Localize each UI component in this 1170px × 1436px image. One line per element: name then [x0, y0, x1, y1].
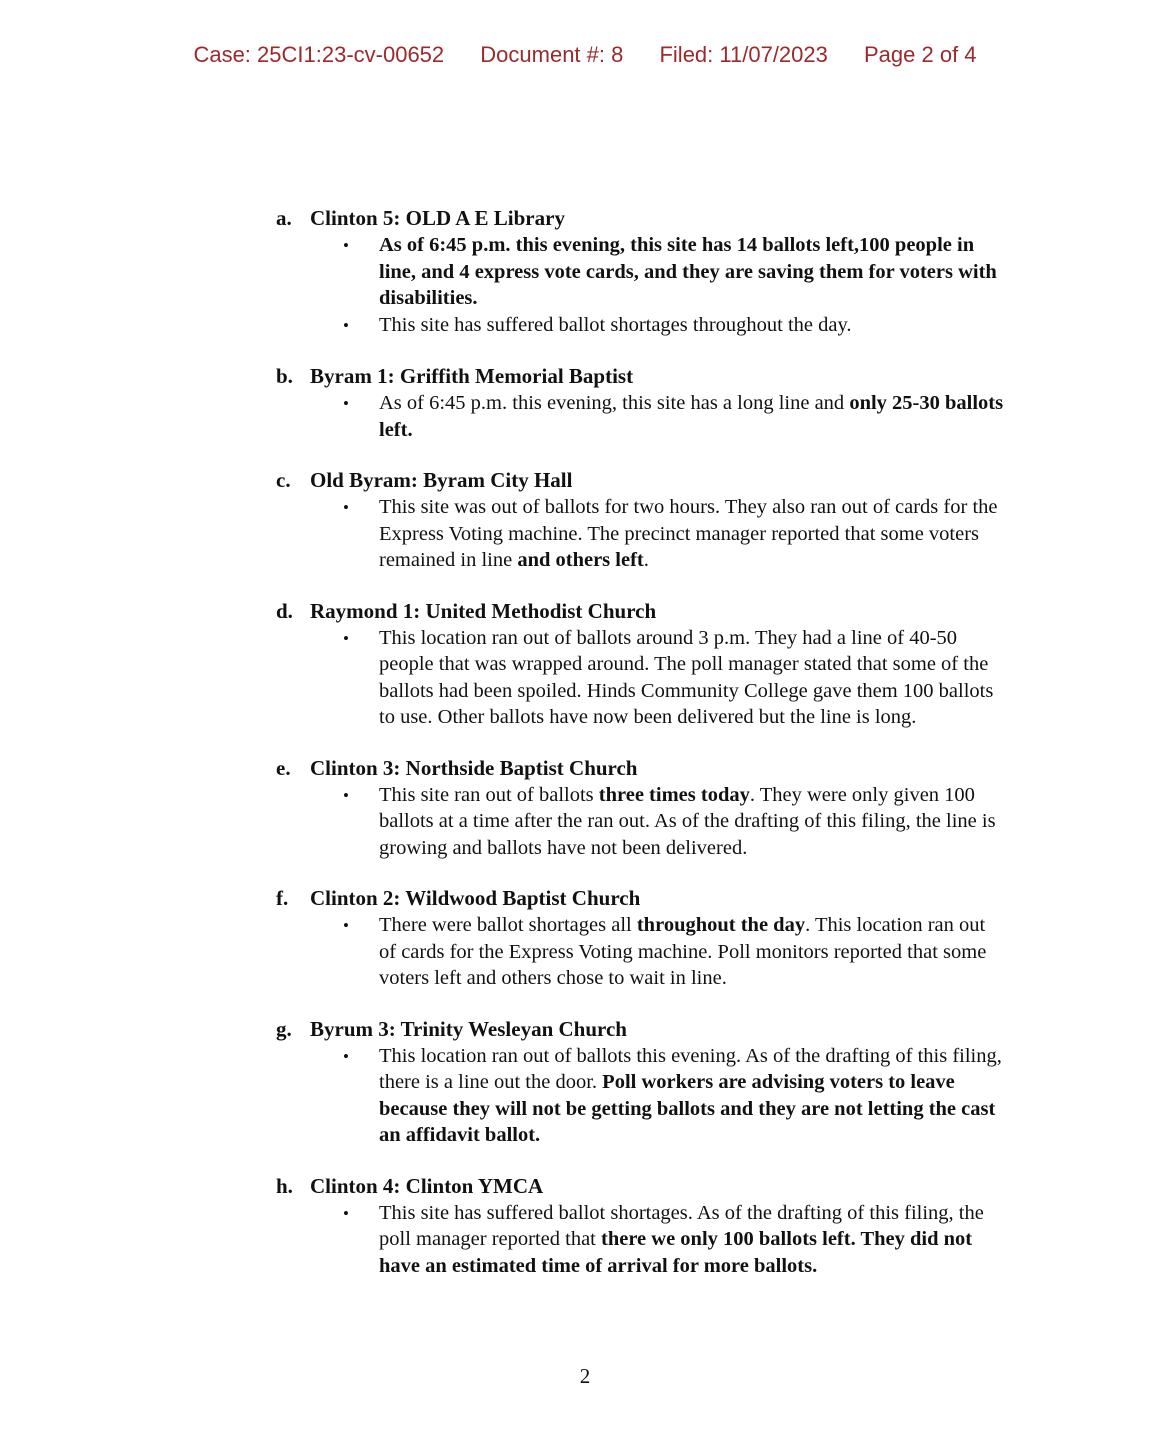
bullet-icon	[276, 912, 379, 992]
bullet-item	[276, 390, 1006, 443]
section-heading	[276, 755, 1006, 782]
bullet-item	[276, 312, 1006, 340]
section-heading	[276, 205, 1006, 232]
bold-text-segment: and others left	[517, 549, 644, 571]
bullet-item	[276, 782, 1006, 862]
bullet-text	[379, 232, 1006, 312]
bold-text-segment: As of 6:45 p.m. this evening, this site has 14 ballots left,100 people in line, and 4 express vote cards, and they are saving them for voters with disabilities.	[379, 234, 997, 309]
section-title: Clinton 3: Northside Baptist Church	[310, 755, 638, 780]
bullet-text	[379, 312, 1006, 340]
bullet-icon	[276, 494, 379, 574]
bold-text-segment: three times today	[598, 783, 750, 806]
bullet-list	[276, 390, 1006, 443]
bullet-text	[379, 390, 1006, 443]
text-segment: This site has suffered ballot shortages. As of the drafting of this filing, the poll manager reported that	[379, 1201, 984, 1250]
section-title: Byram 1: Griffith Memorial Baptist	[310, 364, 634, 388]
text-segment: This site has suffered ballot shortages throughout the day.	[379, 313, 852, 336]
case-number: Case: 25CI1:23-cv-00652	[193, 42, 445, 67]
section-title: Clinton 5: OLD A E Library	[310, 206, 565, 230]
bullet-item	[276, 1200, 1006, 1280]
section-heading	[276, 1016, 1006, 1043]
document-body	[276, 205, 1006, 1303]
site-section	[276, 755, 1006, 862]
text-segment: This site was out of ballots for two hours. They also ran out of cards for the Express Voting machine. The precinct manager reported that some voters remained in line	[379, 496, 998, 571]
section-letter: h.	[276, 1173, 293, 1198]
site-section	[276, 598, 1006, 731]
site-section	[276, 1173, 1006, 1280]
bullet-list	[276, 1200, 1006, 1280]
bullet-item	[276, 1043, 1006, 1149]
site-section	[276, 363, 1006, 443]
text-segment: There were ballot shortages all	[379, 914, 637, 936]
bullet-text	[379, 1200, 1006, 1280]
site-section	[276, 885, 1006, 992]
section-letter: g.	[276, 1016, 292, 1041]
text-segment: This location ran out of ballots around 3 p.m. They had a line of 40-50 people that was wrapped around. The poll manager stated that some of the ballots had been spoiled. Hinds Community College gave them 100 ballots to use. Other ballots have now been delivered but the line is long.	[379, 626, 994, 728]
section-title: Raymond 1: United Methodist Church	[310, 598, 657, 623]
bold-text-segment: throughout the day	[636, 914, 806, 936]
bullet-icon	[276, 782, 379, 862]
section-letter: e.	[276, 755, 291, 780]
text-segment: . This location ran out of cards for the Express Voting machine. Poll monitors reported that some voters left and others chose to wait in line.	[379, 914, 987, 989]
section-letter: a.	[276, 206, 292, 230]
bullet-icon	[276, 232, 379, 312]
bullet-icon	[276, 312, 379, 340]
section-title: Byrum 3: Trinity Wesleyan Church	[310, 1016, 627, 1041]
document-number: Document #: 8	[480, 42, 624, 67]
section-title: Clinton 2: Wildwood Baptist Church	[310, 886, 641, 910]
bullet-icon	[276, 1043, 379, 1149]
site-section	[276, 467, 1006, 574]
section-heading	[276, 1173, 1006, 1200]
bullet-icon	[276, 390, 379, 443]
section-title: Clinton 4: Clinton YMCA	[310, 1173, 544, 1198]
bullet-icon	[276, 625, 379, 731]
section-letter: b.	[276, 364, 293, 388]
bullet-text	[379, 625, 1006, 731]
bold-text-segment: Poll workers are advising voters to leave because they will not be getting ballots and they are not letting the cast an affidavit ballot.	[379, 1071, 996, 1146]
bullet-text	[379, 1043, 1006, 1149]
text-segment: This site ran out of ballots	[379, 783, 599, 806]
site-section	[276, 205, 1006, 339]
filed-date: Filed: 11/07/2023	[659, 42, 828, 67]
bullet-item	[276, 912, 1006, 992]
bullet-list	[276, 1043, 1006, 1149]
bullet-item	[276, 232, 1006, 312]
section-letter: c.	[276, 468, 291, 492]
section-letter: d.	[276, 598, 293, 623]
bullet-list	[276, 232, 1006, 339]
bullet-list	[276, 912, 1006, 992]
bullet-item	[276, 625, 1006, 731]
bullet-text	[379, 494, 1006, 574]
page-number: 2	[579, 1364, 591, 1388]
bullet-item	[276, 494, 1006, 574]
text-segment: As of 6:45 p.m. this evening, this site has a long line and	[379, 392, 850, 414]
bullet-list	[276, 782, 1006, 862]
filing-header	[0, 42, 1170, 68]
bold-text-segment: there we only 100 ballots left. They did not have an estimated time of arrival for more ballots.	[379, 1228, 973, 1277]
text-segment: . They were only given 100 ballots at a time after the ran out. As of the drafting of this filing, the line is growing and ballots have not been delivered.	[379, 783, 996, 859]
section-heading	[276, 598, 1006, 625]
section-heading	[276, 467, 1006, 494]
section-heading	[276, 885, 1006, 912]
section-heading	[276, 363, 1006, 390]
bullet-list	[276, 494, 1006, 574]
site-section	[276, 1016, 1006, 1149]
bullet-icon	[276, 1200, 379, 1280]
section-letter: f.	[276, 886, 289, 910]
bullet-text	[379, 782, 1006, 862]
text-segment: .	[643, 549, 649, 571]
bold-text-segment: only 25-30 ballots left.	[379, 392, 1004, 441]
bullet-list	[276, 625, 1006, 731]
section-title: Old Byram: Byram City Hall	[310, 468, 573, 492]
page-indicator: Page 2 of 4	[864, 42, 977, 67]
text-segment: This location ran out of ballots this evening. As of the drafting of this filing, there is a line out the door.	[379, 1044, 1002, 1093]
bullet-text	[379, 912, 1006, 992]
